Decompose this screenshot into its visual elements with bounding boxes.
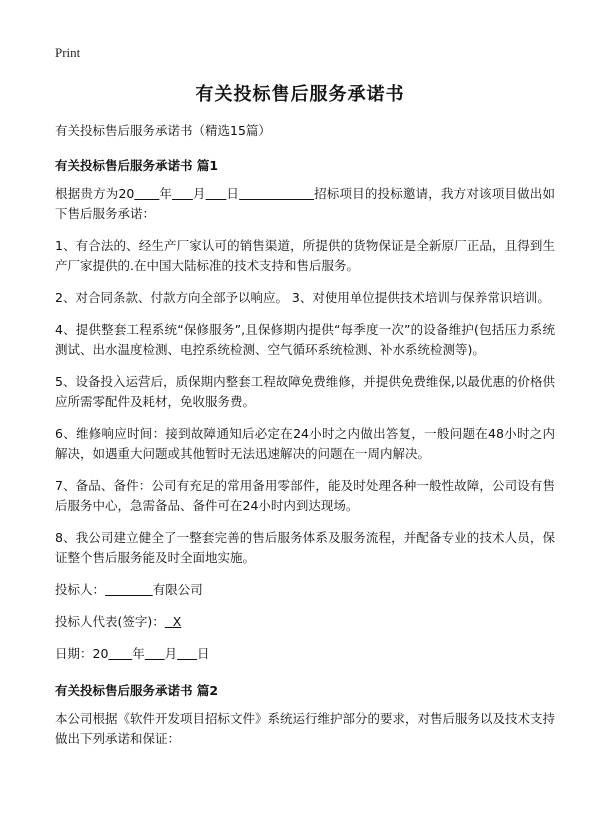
section-2-heading: 有关投标售后服务承诺书 篇2 bbox=[55, 683, 219, 698]
list-item: 5、设备投入运营后，质保期内整套工程故障免费维修，并提供免费维保,以最优惠的价格供应所需零配件及耗材，免收服务费。 bbox=[55, 374, 555, 409]
intro-text-year-prefix: 根据贵方为20 bbox=[55, 186, 135, 201]
representative-line bbox=[55, 612, 555, 632]
list-item: 8、我公司建立健全了一整套完善的售后服务体系及服务流程，并配备专业的技术人员，保证整个售后服务能及时全面地实施。 bbox=[55, 530, 555, 565]
blank-line bbox=[134, 186, 159, 201]
blank-line bbox=[105, 582, 153, 597]
date-label: 日期：20 bbox=[55, 646, 109, 661]
representative-label: 投标人代表(签字)： bbox=[55, 614, 165, 629]
page-title: 有关投标售后服务承诺书 bbox=[195, 84, 405, 105]
intro-text-year: 年 bbox=[159, 186, 173, 201]
representative-signature: X bbox=[172, 614, 182, 629]
date-line bbox=[55, 644, 555, 664]
date-month: 月 bbox=[164, 646, 178, 661]
list-item: 1、有合法的、经生产厂家认可的销售渠道，所提供的货物保证是全新原厂正品，且得到生产厂家提供的.在中国大陆标准的技术支持和售后服务。 bbox=[55, 238, 555, 273]
blank-line bbox=[177, 646, 197, 661]
list-item: 2、对合同条款、付款方向全部予以响应。 3、对使用单位提供技术培训与保养常识培训。 bbox=[55, 290, 550, 305]
date-year: 年 bbox=[132, 646, 145, 661]
section-2-intro: 本公司根据《软件开发项目招标文件》系统运行维护部分的要求，对售后服务以及技术支持做出下列承诺和保证： bbox=[55, 711, 556, 746]
section-1-heading: 有关投标售后服务承诺书 篇1 bbox=[55, 158, 219, 173]
document-body bbox=[55, 121, 555, 749]
date-day: 日 bbox=[197, 646, 210, 661]
blank-line bbox=[172, 186, 193, 201]
intro-text-month: 月 bbox=[192, 186, 206, 201]
section-1-intro bbox=[55, 184, 555, 224]
blank-line bbox=[206, 186, 227, 201]
blank-line bbox=[108, 646, 132, 661]
bidder-line bbox=[55, 580, 555, 600]
blank-line bbox=[145, 646, 165, 661]
bidder-suffix: 有限公司 bbox=[152, 582, 203, 597]
intro-text-body: 招标项目的投标邀请，我方对该项目做出如下售后服务承诺： bbox=[55, 186, 555, 221]
bidder-label: 投标人： bbox=[55, 582, 106, 597]
list-item: 7、备品、备件：公司有充足的常用备用零部件，能及时处理各种一般性故障，公司设有售后服务中心，急需备品、备件可在24小时内到达现场。 bbox=[55, 478, 555, 513]
print-link[interactable]: Print bbox=[55, 45, 81, 60]
list-item: 6、维修响应时间：接到故障通知后必定在24小时之内做出答复，一般问题在48小时之内解决，如遇重大问题或其他暂时无法迅速解决的问题在一周内解决。 bbox=[55, 426, 555, 461]
document-subtitle: 有关投标售后服务承诺书（精选15篇） bbox=[55, 123, 271, 138]
intro-text-day: 日 bbox=[226, 186, 240, 201]
blank-line bbox=[239, 186, 314, 201]
list-item: 4、提供整套工程系统“保修服务”,且保修期内提供“每季度一次”的设备维护(包括压力系统测试、出水温度检测、电控系统检测、空气循环系统检测、补水系统检测等)。 bbox=[55, 322, 555, 357]
